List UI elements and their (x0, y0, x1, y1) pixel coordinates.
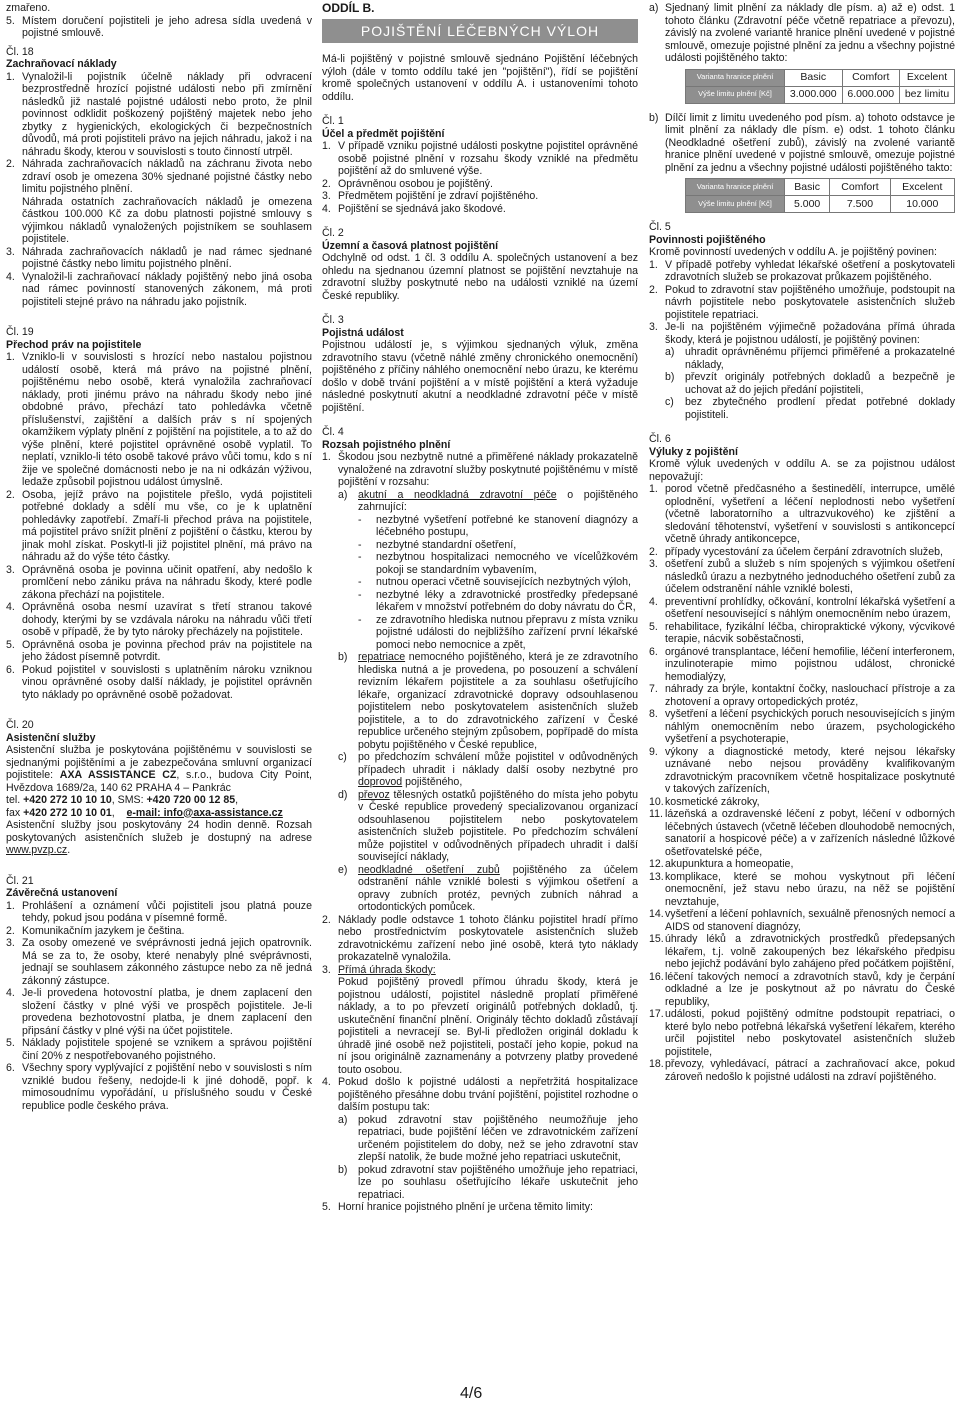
list-item: 11. lázeňská a ozdravenské léčení z pobyt, léčení v odborných léčebných ústavech (včetně léčeben dlouhodobě nemocných, sanatorií a hospicové péče) a v zařízeních následné lůžkové ošetřovatelské péče, (649, 808, 955, 858)
sub-item: a) pokud zdravotní stav pojištěného neumožňuje jeho repatriaci, bude pojištění léčen ve zdravotnickém zařízení určeném pojistitelem do doby, než se jeho zdravotní stav zlepší natolik, že bude možné jeho repatriaci uskutečnit, (338, 1113, 638, 1163)
list-item: 15. úhrady léků a zdravotnických prostředků předepsaných lékařem, t.j. volně zakoupených bez lékařského předpisu nebo jejichž podávání bylo zahájeno před počátkem pojištění, (649, 933, 955, 970)
list-item: 2. Komunikačním jazykem je čeština. (6, 924, 185, 937)
list-item: 3. Oprávněná osoba je povinna učinit opatření, aby nedošlo k promlčení nebo zániku práva na náhradu škody, které podle zákona přechází na pojistitele. (6, 563, 312, 601)
dash-item: - nezbytné léky a zdravotnické prostředky předepsané lékařem v množství potřebném do doby návratu do ČR, (358, 588, 638, 613)
list-item: 13. komplikace, které se mohou vyskytnout při léčení onemocnění, jež stavu nebo úrazu, na něž se pojištění nevztahuje, (649, 870, 955, 908)
sub-item: d) převoz tělesných ostatků pojištěného do místa jeho pobytu v České republice provedený specializovanou organizací odsouhlasenou pojistitelem nebo poskytovatelem asistenčních služeb pojistitele. Po předchozím schválení může pojistitel v odůvodněných případech uhradit i další související náklady, (338, 788, 638, 863)
list-item: 2. Náhrada zachraňovacích nákladů na záchranu života nebo zdraví osob je omezena 30% sjednané pojistné částky nebo limitu pojistného plnění. (6, 158, 312, 195)
column-right (649, 2, 955, 1083)
sub-item: b) převzít originály potřebných dokladů a bezpečně je uchovat až do jejich předání pojistiteli, (665, 371, 955, 396)
list-item: 2. Náklady podle odstavce 1 tohoto článku pojistitel hradí přímo nebo prostřednictvím poskytovatele asistenčních služeb zdravotnickému zařízení nebo jiné osobě, která tyto náklady prokazatelně vynaložila. (322, 913, 638, 963)
article-number: Čl. 20 (6, 719, 34, 731)
list-item: 5. rehabilitace, fyzikální léčba, chiropraktické výkony, výcvikové terapie, nácvik soběstačnosti, (649, 620, 955, 645)
dash-item: - nezbytnou hospitalizaci nemocného ve vícelůžkovém pokoji se standardním vybavením, (358, 551, 638, 576)
intro-paragraph: Má-li pojištěný v pojistné smlouvě sjednáno Pojištění léčebných výloh (dále v tomto oddílu také jen "pojištění"), řídí se pojištění kromě společných ustanovení v oddílu A. i ustanoveními tohoto oddílu. (322, 53, 638, 103)
section-banner: POJIŠTĚNÍ LÉČEBNÝCH VÝLOH (322, 19, 638, 44)
list-item: 3. ošetření zubů a služeb s ním spojených s výjimkou ošetření následků úrazu a nezbytného jednoduchého ošetření zubů za účelem odstranění náhle vzniklé bolesti, (649, 558, 955, 595)
article-title: Zachraňovací náklady (6, 58, 117, 70)
dash-item: - nezbytné standardní ošetření, (358, 538, 517, 551)
list-item: 1. Vynaložil-li pojistník účelně náklady při odvracení bezprostředně hrozící pojistné události nebo při zmírnění následků již nastalé pojistné události nebo proto, že plnil povinnost odklidit poškozený pojištěný majetek nebo jeho zbytky z hygienických, ekologických či bezpečnostních důvodů, má proti pojistiteli právo na jejich náhradu, jakož i na náhradu škody, kterou v souvislosti s touto činností utrpěl. (6, 70, 312, 158)
article-number: Čl. 19 (6, 326, 34, 338)
list-item: 6. Pokud pojistitel v souvislosti s uplatněním nároku vzniknou vinou oprávněné osoby další náklady, je pojistitel oprávněn tyto náklady po oprávněné osobě požadovat. (6, 663, 312, 701)
list-item: 10. kosmetické zákroky, (649, 795, 760, 808)
list-item: 5. Horní hranice pojistného plnění je určena těmito limity: (322, 1201, 593, 1213)
list-item: 2. Oprávněnou osobou je pojištěný. (322, 177, 493, 190)
paragraph: Odchylně od odst. 1 čl. 3 oddílu A. společných ustanovení a bez ohledu na sjednanou územní platnost se pojištění nevztahuje na zdravotní služby poskytnuté nebo na události vzniklé na území České republiky. (322, 252, 638, 302)
list-item: 3. Za osoby omezené ve svéprávnosti jedná jejich opatrovník. Má se za to, že osoby, které nenabyly plné svéprávnosti, jednají se souhlasem zákonného zástupce nebo za ně jedná zákonný zástupce. (6, 937, 312, 987)
article-title: Povinnosti pojištěného (649, 233, 766, 246)
paragraph: zmařeno. (6, 2, 51, 14)
list-item: 1. Vzniklo-li v souvislosti s hrozící nebo nastalou pojistnou událostí osobě, která má právo na pojistné plnění, pojištěnému nebo osobě, která vynaložila zachraňovací náklady, proti jinému právo na náhradu škody nebo jiné obdobné právo, přechází tato pohledávka včetně příslušenství, zajištění a dalších práv s ní spojených okamžikem výplaty plnění z pojištění na pojistitele, a to až do výše plnění, které pojistitel oprávněné osobě vyplatil. To neplatí, vzniklo-li této osobě takové právo vůči tomu, kdo s ní žije ve společné domácnosti nebo je na ni odkázán výživou, ledaže způsobil pojistnou událost úmyslně. (6, 351, 312, 488)
list-item: 1. V případě vzniku pojistné události poskytne pojistitel oprávněné osobě pojistné plnění v rozsahu škody vzniklé na předmětu pojištění až do smluvené výše. (322, 140, 638, 177)
list-item: 12. akupunktura a homeopatie, (649, 858, 794, 870)
list-item: 1. porod včetně předčasného a šestinedělí, interrupce, umělé oplodnění, vyšetření a léčení neplodnosti nebo vyšetření (včetně laboratorního a ultrazvukového) ke zjištění a sledování těhotenství, vyšetření v souvislosti s antikoncepcí včetně úhrady antikoncepce, (649, 483, 955, 545)
company-name: AXA ASSISTANCE CZ (59, 769, 177, 781)
list-item: 5. Oprávněná osoba je povinna přechod práv na pojistitele na jeho žádost písemně potvrdit. (6, 638, 312, 663)
fax-line: fax +420 272 10 10 01, e-mail: info@axa-assistance.cz (6, 806, 283, 819)
article-title: Rozsah pojistného plnění (322, 438, 451, 451)
list-item: 17. události, pokud pojištěný odmítne podstoupit repatriaci, o které bylo nebo potřebná lékařská vyšetření lékařem, kterého určil pojistitel nebo poskytovatel asistenčních služeb pojistitele, (649, 1008, 955, 1058)
article-title: Přechod práv na pojistitele (6, 338, 142, 351)
list-item: 2. Pokud to zdravotní stav pojištěného umožňuje, podstoupit na návrh pojistitele nebo poskytovatele asistenčních služeb pojistitele repatriaci. (649, 283, 955, 321)
sub-item: a) uhradit oprávněnému příjemci přiměřené a prokazatelné náklady, (665, 346, 955, 371)
list-item: 1. V případě potřeby vyhledat lékařské ošetření a poskytovateli zdravotních služeb se prokazovat průkazem pojištěného. (649, 258, 955, 283)
list-item: 4. Je-li provedena hotovostní platba, je dnem zaplacení den složení částky v plné výši ve prospěch pojistitele. Je-li provedena bezhotovostní platba, je dnem zaplacení den připsání částky v plné výši na účet pojistitele. (6, 987, 312, 1037)
paragraph: Asistenční služby jsou poskytovány 24 hodin denně. Rozsah poskytovaných asistenčních služeb je dostupný na adrese www.pvzp.cz. (6, 819, 312, 856)
list-item: 6. Všechny spory vyplývající z pojištění nebo v souvislosti s ním vzniklé budou řešeny, nedojde-li k jiné dohodě, popř. k mimosoudnímu vypořádání, u příslušného soudu v České republice podle českého práva. (6, 1062, 312, 1112)
paragraph: Pojistnou událostí je, s výjimkou sjednaných výluk, změna zdravotního stavu (včetně náhlé změny chronického onemocnění) pojištěného z příčiny náhlého onemocnění nebo úrazu, ke kterému došlo v době trvání pojištění a v místě pojištění a která vyžaduje následné poskytnutí akutní a neodkladné zdravotní péče v místě pojištění. (322, 339, 638, 414)
phone-line: tel. +420 272 10 10 10, SMS: +420 720 00 12 85, (6, 794, 239, 806)
article-number: Čl. 18 (6, 45, 34, 58)
list-item: 4. Vynaložil-li zachraňovací náklady pojištěný nebo jiná osoba nad rámec povinností stanovených zákonem, má proti pojistiteli stejné právo na náhradu jako pojistník. (6, 270, 312, 308)
limit-table-dental: Varianta hranice plnění Basic Comfort Excelent Výše limitu plnění [Kč] 5.000 7.500 10.000 (685, 178, 955, 213)
article-title: Účel a předmět pojištění (322, 127, 445, 140)
list-item: a) Sjednaný limit plnění za náklady dle písm. a) až e) odst. 1 tohoto článku (Zdravotní péče včetně repatriace a převozu), závislý na zvolené variantě hranice plnění uvedené v pojistné smlouvě, omezuje pojistné plnění za jednu a všechny pojistné události pojištěného takto: (649, 2, 955, 64)
sub-item: b) repatriace nemocného pojištěného, která je ze zdravotního hlediska nutná a je provedena, po posouzení a schválení revizním lékařem pojistitele a za souhlasu ošetřujícího lékaře, organizací zdravotnické dopravy odsouhlasenou pojistitelem nebo poskytovatelem asistenčních služeb pojistitele, a to do zdravotnického zařízení v České republice určeného stejným způsobem, popřípadě do místa pobytu pojištěného v České republice, (338, 651, 638, 751)
limit-table-care: Varianta hranice plnění Basic Comfort Excelent Výše limitu plnění [Kč] 3.000.000 6.000.000 bez limitu (685, 69, 955, 104)
article-number: Čl. 5 (649, 221, 671, 233)
article-title: Pojistná událost (322, 326, 404, 339)
list-item: 7. náhrady za brýle, kontaktní čočky, naslouchací přístroje a za zhotovení a opravy ortopedických protéz, (649, 683, 955, 708)
list-item: 5. Místem doručení pojistiteli je jeho adresa sídla uvedená v pojistné smlouvě. (6, 14, 312, 39)
list-item: 3. Náhrada zachraňovacích nákladů je nad rámec sjednané pojistné částky nebo limitu pojistného plnění. (6, 245, 312, 270)
sub-item: c) po předchozím schválení může pojistitel v odůvodněných případech uhradit i náklady další osoby nezbytné pro doprovod pojištěného, (338, 751, 638, 788)
article-title: Asistenční služby (6, 731, 96, 744)
list-item: 4. Pojištění se sjednává jako škodové. (322, 202, 506, 215)
list-item: 18. převozy, vyhledávací, pátrací a zachraňovací akce, pokud zároveň nedošlo k pojistné události na zdraví pojištěného. (649, 1058, 955, 1083)
article-number: Čl. 4 (322, 426, 344, 438)
list-item: 14. vyšetření a léčení pohlavních, sexuálně přenosných nemocí a AIDS od stanovení diagnózy, (649, 908, 955, 933)
list-item: 3. Přímá úhrada škody: (322, 963, 436, 976)
paragraph: Kromě výluk uvedených v oddílu A. se za pojistnou událost nepovažují: (649, 458, 955, 483)
article-number: Čl. 1 (322, 115, 344, 127)
list-item: 1. Prohlášení a oznámení vůči pojistiteli jsou platná pouze tehdy, pokud jsou podána v písemné formě. (6, 899, 312, 924)
list-item: 2. případy vycestování za účelem čerpání zdravotních služeb, (649, 545, 943, 558)
list-item: 2. Osoba, jejíž právo na pojistitele přešlo, vydá pojistiteli potřebné doklady a sdělí mu vše, co je k uplatnění pohledávky zapotřebí. Zmaří-li přechod práva na pojistitele, má pojistitel právo snížit plnění z pojištění o částku, kterou by jinak mohl získat. Poskytl-li již pojistitel plnění, má právo na náhradu až do výše této částky. (6, 488, 312, 563)
article-title: Závěrečná ustanovení (6, 887, 118, 899)
column-left (6, 2, 312, 1112)
assistance-paragraph: Asistenční služba je poskytována pojištěnému v souvislosti se sjednanými pojištěními a je zabezpečována smluvní organizací pojistitele: AXA ASSISTANCE CZ, s.r.o., budova City Point, Hvězdova 1689/2a, 140 62 PRAHA 4 – Pankrác (6, 744, 312, 794)
list-item: 16. léčení takových nemocí a zdravotních stavů, kdy je čerpání odkladné a lze je poskytnout až po návratu do České republiky, (649, 970, 955, 1008)
sub-item: a) akutní a neodkladná zdravotní péče o pojištěného zahrnující: (338, 488, 638, 513)
article-number: Čl. 3 (322, 314, 344, 326)
article-title: Výluky z pojištění (649, 445, 738, 458)
list-item: 1. Škodou jsou nezbytně nutné a přiměřené náklady prokazatelně vynaložené na zdravotní služby poskytnuté pojištěnému v místě pojištění v rozsahu: (322, 451, 638, 488)
article-number: Čl. 2 (322, 227, 344, 239)
dash-item: - nezbytné vyšetření potřebné ke stanovení diagnózy a léčebného postupu, (358, 513, 638, 538)
list-item: 9. výkony a diagnostické metody, které nejsou lékařsky uznávané nebo nejsou prováděny kvalifikovaným zdravotnickým pracovníkem včetně hospitalizace poskytnuté v takových zařízeních, (649, 745, 955, 795)
column-middle (322, 2, 638, 1214)
sub-item: c) bez zbytečného prodlení předat potřebné doklady pojistiteli. (665, 396, 955, 421)
list-item: 4. Pokud došlo k pojistné události a nepřetržitá hospitalizace pojištěného přesáhne dobu trvání pojištění, pojistitel rozhodne o dalším postupu tak: (322, 1076, 638, 1113)
website-link[interactable]: www.pvzp.cz (6, 844, 68, 856)
article-title: Územní a časová platnost pojištění (322, 239, 499, 252)
list-item: 5. Náklady pojistitele spojené se vznikem a správou pojištění činí 20% z nespotřebovaného pojistného. (6, 1037, 312, 1062)
dash-item: - nutnou operaci včetně souvisejících nezbytných výloh, (358, 576, 631, 588)
list-item: 3. Je-li na pojištěném výjimečně požadována přímá úhrada škody, která je pojistnou událostí, je pojištěný povinen: (649, 321, 955, 346)
article-number: Čl. 21 (6, 874, 34, 887)
article-number: Čl. 6 (649, 433, 671, 445)
sub-item: e) neodkladné ošetření zubů pojištěného za účelem odstranění náhle vzniklé bolesti s výjimkou ošetření a opravy zubních protéz, pevných zubních náhrad a ortodontických pomůcek. (338, 863, 639, 913)
page-number: 4/6 (460, 1385, 483, 1402)
email-link[interactable]: e-mail: info@axa-assistance.cz (126, 806, 283, 819)
list-item: b) Dílčí limit z limitu uvedeného pod písm. a) tohoto odstavce je limit plnění za náklady dle písm. e) odst. 1 tohoto článku (Neodkladné ošetření zubů), závislý na zvolené variantě hranice plnění uvedené v pojistné smlouvě, omezuje pojistné plnění za jednu a všechny pojistné události pojištěného takto: (649, 111, 955, 174)
list-item: Náhrada ostatních zachraňovacích nákladů je omezena částkou 100.000 Kč za dobu platnosti pojistné smlouvy s výjimkou nákladů vynaložených pojistníkem se souhlasem pojistitele. (22, 195, 312, 245)
list-item: 6. orgánové transplantace, léčení hemofilie, léčení interferonem, inzulinoterapie mimo pojistnou událost, chronické hemodialýzy, (649, 645, 955, 683)
section-title: ODDÍL B. (322, 1, 375, 15)
paragraph: Kromě povinností uvedených v oddílu A. je pojištěný povinen: (649, 246, 937, 258)
list-item: Pokud pojištěný provedl přímou úhradu škody, která je pojistnou událostí, pojistitel následně proplatí přiměřené náklady, a to po převzetí originálů potřebných dokladů, tj. uskutečnění finanční plnění. Originály těchto dokladů zůstávají pojistiteli a nevracejí se. Byl-li předložen originál dokladu k úhradě jiné osobě než pojistiteli, postačí jeho kopie, pokud na ní jsou originálně zaznamenány a potvrzeny platby provedené touto osobou. (338, 976, 638, 1076)
list-item: 3. Předmětem pojištění je zdraví pojištěného. (322, 190, 539, 202)
list-item: 8. vyšetření a léčení psychických poruch nesouvisejících s jiným náhlým onemocněním nebo úrazem, psychologického vyšetření a psychoterapie, (649, 708, 955, 745)
list-item: 4. Oprávněná osoba nesmí uzavírat s třetí stranou takové dohody, kterými by se vzdávala nároku na náhradu vůči třetí osobě v případě, že by tyto nároky přecházely na pojistitele. (6, 601, 312, 638)
list-item: 4. preventivní prohlídky, očkování, kontrolní lékařská vyšetření a ošetření nesouvisející s náhlým onemocněním nebo úrazem, (649, 595, 955, 620)
dash-item: - ze zdravotního hlediska nutnou přepravu z místa vzniku pojistné události do nejbližšího zařízení první lékařské pomoci nebo nemocnice a zpět, (358, 613, 638, 651)
sub-item: b) pokud zdravotní stav pojištěného umožňuje jeho repatriaci, lze po souhlasu ošetřujícího lékaře uskutečnit jeho repatriaci. (338, 1163, 638, 1201)
